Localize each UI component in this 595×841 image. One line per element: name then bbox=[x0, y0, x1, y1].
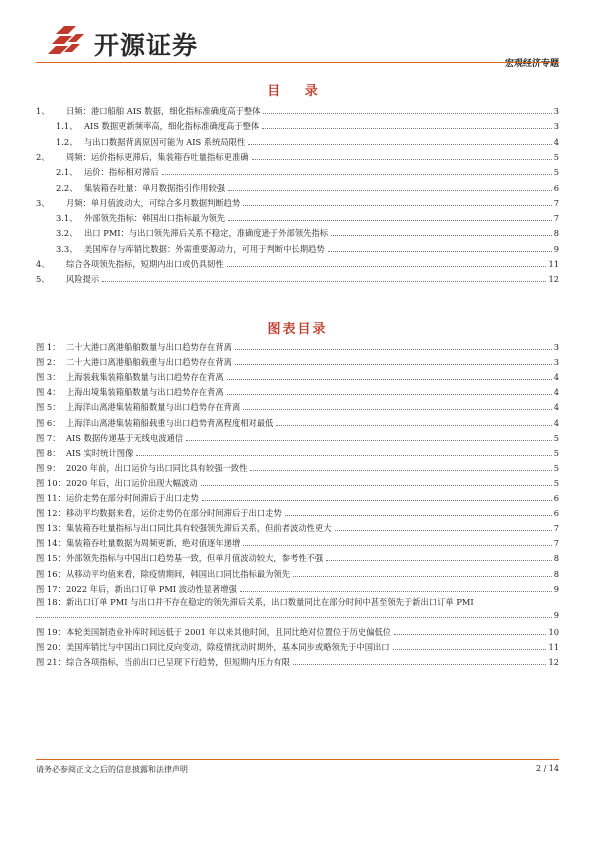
dot-leader bbox=[235, 349, 552, 350]
entry-number: 图 13： bbox=[36, 523, 66, 534]
toc-entry[interactable] bbox=[36, 257, 559, 270]
entry-number: 图 4： bbox=[36, 387, 61, 398]
entry-number: 2、 bbox=[36, 151, 50, 162]
dot-leader bbox=[250, 470, 551, 471]
entry-number: 图 3： bbox=[36, 372, 61, 383]
figure-entry[interactable] bbox=[36, 446, 559, 459]
figure-entry[interactable] bbox=[36, 461, 559, 474]
entry-number: 图 18： bbox=[36, 596, 66, 607]
entry-page: 3 bbox=[553, 357, 559, 368]
figure-entry[interactable] bbox=[36, 582, 559, 595]
entry-title: 集装箱吞吐量数据为周频更新，绝对值逐年递增 bbox=[66, 538, 241, 549]
entry-title: 本轮美国制造业补库时间远低于 2001 年以来其他时间，且同比绝对位置位于历史偏低位 bbox=[66, 626, 392, 637]
dot-leader bbox=[293, 664, 546, 665]
dot-leader bbox=[252, 159, 552, 160]
entry-page: 7 bbox=[553, 523, 559, 534]
figures-title: 图表目录 bbox=[267, 322, 328, 337]
entry-title: 上海洋山离港集装箱船载重与出口趋势背离程度相对最低 bbox=[66, 417, 274, 428]
entry-title: 日频：港口船舶 AIS 数据，细化指标准确度高于整体 bbox=[66, 106, 261, 116]
entry-title: 二十大港口离港船舶数量与出口趋势存在背离 bbox=[66, 342, 232, 352]
dot-leader bbox=[240, 591, 552, 592]
dot-leader bbox=[102, 281, 546, 282]
entry-number: 图 20： bbox=[36, 641, 66, 652]
entry-number: 1.2、 bbox=[56, 136, 78, 147]
dot-leader bbox=[263, 113, 551, 114]
entry-page: 7 bbox=[553, 213, 559, 224]
entry-number: 图 11： bbox=[36, 493, 66, 503]
dot-leader bbox=[335, 530, 552, 531]
figure-entry[interactable] bbox=[36, 506, 559, 519]
brand-name: 开源证券 bbox=[94, 31, 199, 60]
dot-leader bbox=[262, 128, 551, 129]
toc-entry[interactable] bbox=[36, 165, 559, 178]
figure-entry[interactable] bbox=[36, 340, 559, 353]
entry-number: 图 17： bbox=[36, 583, 66, 594]
kaiyuan-logo-icon bbox=[46, 22, 90, 60]
entry-page: 8 bbox=[553, 568, 559, 579]
toc-title: 目 录 bbox=[267, 84, 328, 99]
dot-leader bbox=[201, 485, 552, 486]
entry-title: 新出口订单 PMI 与出口并不存在稳定的领先滞后关系，出口数量同比在部分时间中甚至领先于新出口订单 PMI bbox=[66, 596, 474, 607]
figure-entry[interactable] bbox=[36, 385, 559, 398]
entry-number: 1、 bbox=[36, 106, 50, 116]
dot-leader bbox=[202, 500, 552, 501]
entry-title: 美国库存与库销比数据：外需重要源动力，可用于判断中长期趋势 bbox=[84, 243, 325, 254]
entry-number: 3、 bbox=[36, 197, 50, 208]
footer-divider bbox=[36, 759, 559, 760]
entry-title: 运价走势在部分时间滞后于出口走势 bbox=[66, 493, 199, 503]
entry-page: 9 bbox=[553, 583, 559, 594]
entry-title: 二十大港口离港船舶载重与出口趋势存在背离 bbox=[66, 357, 232, 368]
dot-leader bbox=[331, 235, 552, 236]
entry-number: 图 8： bbox=[36, 447, 61, 458]
entry-title: 综合各项领先指标，短期内出口或仍具韧性 bbox=[66, 259, 224, 269]
entry-page: 4 bbox=[553, 417, 559, 428]
dot-leader bbox=[36, 610, 552, 618]
entry-title: AIS 实时统计图像 bbox=[66, 447, 134, 458]
entry-number: 图 2： bbox=[36, 357, 61, 368]
entry-title: 与出口数据背离原因可能为 AIS 系统局限性 bbox=[84, 136, 246, 147]
dot-leader bbox=[326, 560, 552, 561]
entry-number: 1.1、 bbox=[56, 121, 78, 132]
figure-entry[interactable] bbox=[36, 416, 559, 429]
entry-number: 4、 bbox=[36, 259, 50, 269]
entry-page: 6 bbox=[553, 182, 559, 193]
dot-leader bbox=[162, 174, 552, 175]
entry-number: 3.3、 bbox=[56, 243, 78, 254]
toc-entry[interactable] bbox=[36, 226, 559, 239]
entry-page: 4 bbox=[553, 387, 559, 398]
dot-leader bbox=[227, 379, 552, 380]
figure-entry[interactable] bbox=[36, 355, 559, 368]
entry-number: 图 6： bbox=[36, 417, 61, 428]
entry-number: 图 21： bbox=[36, 656, 66, 667]
entry-number: 图 19： bbox=[36, 626, 66, 637]
dot-leader bbox=[186, 440, 552, 441]
figure-entry[interactable] bbox=[36, 597, 559, 621]
entry-page: 11 bbox=[548, 641, 559, 652]
entry-title: 月频：单月值波动大，可综合多月数据判断趋势 bbox=[66, 197, 241, 208]
entry-page: 6 bbox=[553, 493, 559, 503]
entry-number: 图 5： bbox=[36, 402, 61, 413]
page-header bbox=[36, 14, 559, 69]
entry-title: 出口 PMI：与出口领先滞后关系不稳定，准确度逊于外部领先指标 bbox=[84, 228, 329, 239]
entry-page: 3 bbox=[553, 121, 559, 132]
entry-number: 图 12： bbox=[36, 508, 66, 519]
entry-page: 4 bbox=[553, 372, 559, 383]
toc-entry[interactable] bbox=[36, 242, 559, 255]
entry-number: 图 9： bbox=[36, 462, 61, 473]
header-divider bbox=[36, 62, 559, 63]
entry-number: 图 10： bbox=[36, 477, 66, 488]
entry-number: 5、 bbox=[36, 274, 50, 285]
entry-page: 7 bbox=[553, 197, 559, 208]
dot-leader bbox=[328, 251, 552, 252]
entry-title: 移动平均数据来看，运价走势仍在部分时间滞后于出口走势 bbox=[66, 508, 282, 519]
entry-number: 2.2、 bbox=[56, 182, 78, 193]
dot-leader bbox=[285, 515, 552, 516]
figure-entry[interactable] bbox=[36, 476, 559, 489]
entry-page: 7 bbox=[553, 538, 559, 549]
entry-page: 8 bbox=[553, 553, 559, 564]
figure-entry[interactable] bbox=[36, 370, 559, 383]
entry-page: 10 bbox=[548, 626, 559, 637]
toc-entry[interactable] bbox=[36, 272, 559, 285]
entry-title: 外部领先指标：韩国出口指标最为领先 bbox=[84, 213, 226, 224]
toc-entry[interactable] bbox=[36, 196, 559, 209]
entry-title: 2020 年后，出口运价出现大幅波动 bbox=[66, 477, 198, 488]
entry-title: 运价：指标相对滞后 bbox=[84, 167, 159, 178]
entry-title: 外部领先指标与中国出口趋势基一致，但单月值波动较大，参考性不强 bbox=[66, 553, 324, 564]
toc-entry[interactable] bbox=[36, 211, 559, 224]
entry-title: 2022 年后，新出口订单 PMI 波动性显著增强 bbox=[66, 583, 237, 594]
dot-leader bbox=[243, 205, 551, 206]
figure-entry[interactable] bbox=[36, 640, 559, 653]
entry-title: 上海出境集装箱船数量与出口趋势存在背离 bbox=[66, 387, 224, 398]
entry-number: 图 14： bbox=[36, 538, 66, 549]
entry-page: 11 bbox=[548, 259, 559, 269]
dot-leader bbox=[235, 364, 552, 365]
figure-entry[interactable] bbox=[36, 491, 559, 504]
entry-title: 上海洋山离港集装箱船数量与出口趋势存在背离 bbox=[66, 402, 241, 413]
page-number: 2 / 14 bbox=[535, 764, 559, 773]
entry-page: 3 bbox=[553, 342, 559, 352]
entry-title: 美国库销比与中国出口同比反向变动，除疫情扰动时期外，基本同步或略领先于中国出口 bbox=[66, 641, 390, 652]
dot-leader bbox=[136, 455, 551, 456]
entry-title: 上海装载集装箱船数量与出口趋势存在背离 bbox=[66, 372, 224, 383]
entry-number: 2.1、 bbox=[56, 167, 78, 178]
entry-title: 风险提示 bbox=[66, 274, 100, 285]
entry-number: 图 1： bbox=[36, 342, 61, 352]
figure-entry[interactable] bbox=[36, 625, 559, 638]
entry-page: 5 bbox=[553, 447, 559, 458]
dot-leader bbox=[243, 545, 551, 546]
dot-leader bbox=[228, 190, 552, 191]
figure-entry[interactable] bbox=[36, 400, 559, 413]
entry-title: AIS 数据更新频率高，细化指标准确度高于整体 bbox=[84, 121, 260, 132]
toc-entry[interactable] bbox=[36, 104, 559, 117]
entry-page: 6 bbox=[553, 508, 559, 519]
figure-entry[interactable] bbox=[36, 431, 559, 444]
entry-title: 2020 年前，出口运价与出口同比具有较强一致性 bbox=[66, 462, 248, 473]
dot-leader bbox=[227, 266, 547, 267]
toc-entry[interactable] bbox=[36, 135, 559, 148]
figure-entry[interactable] bbox=[36, 521, 559, 534]
entry-page: 5 bbox=[553, 432, 559, 443]
entry-number: 3.2、 bbox=[56, 228, 78, 239]
entry-page: 12 bbox=[548, 656, 559, 667]
entry-number: 图 16： bbox=[36, 568, 66, 579]
dot-leader bbox=[228, 220, 552, 221]
dot-leader bbox=[227, 394, 552, 395]
dot-leader bbox=[243, 409, 551, 410]
entry-title: 周频：运价指标更滞后，集装箱吞吐量指标更准确 bbox=[66, 151, 249, 162]
figure-entry[interactable] bbox=[36, 567, 559, 580]
entry-title: 集装箱吞吐量指标与出口同比具有较强领先滞后关系，但前者波动性更大 bbox=[66, 523, 332, 534]
entry-page: 5 bbox=[553, 462, 559, 473]
entry-title: 综合各项指标，当前出口已呈现下行趋势，但短期内压力有限 bbox=[66, 656, 291, 667]
entry-page: 5 bbox=[553, 167, 559, 178]
dot-leader bbox=[393, 649, 547, 650]
entry-page: 5 bbox=[553, 151, 559, 162]
entry-title: 从移动平均值来看，除疫情期间，韩国出口同比指标最为领先 bbox=[66, 568, 291, 579]
entry-page: 9 bbox=[553, 243, 559, 254]
dot-leader bbox=[276, 425, 551, 426]
entry-page: 5 bbox=[553, 477, 559, 488]
entry-page: 12 bbox=[548, 274, 559, 285]
report-type: 宏观经济专题 bbox=[504, 59, 559, 69]
entry-number: 图 15： bbox=[36, 553, 66, 564]
toc-entry[interactable] bbox=[36, 150, 559, 163]
entry-page: 3 bbox=[553, 106, 559, 116]
figure-entry[interactable] bbox=[36, 536, 559, 549]
figure-entry[interactable] bbox=[36, 655, 559, 668]
figure-entry[interactable] bbox=[36, 551, 559, 564]
dot-leader bbox=[293, 576, 552, 577]
entry-page: 9 bbox=[553, 609, 559, 620]
entry-page: 4 bbox=[553, 402, 559, 413]
entry-page: 8 bbox=[553, 228, 559, 239]
entry-page: 4 bbox=[553, 136, 559, 147]
entry-title: AIS 数据传递基于无线电波通信 bbox=[66, 432, 184, 443]
toc-entry[interactable] bbox=[36, 181, 559, 194]
dot-leader bbox=[394, 634, 546, 635]
entry-number: 3.1、 bbox=[56, 213, 78, 224]
footer-disclaimer: 请务必参阅正文之后的信息披露和法律声明 bbox=[36, 765, 188, 774]
dot-leader bbox=[248, 144, 551, 145]
entry-number: 图 7： bbox=[36, 432, 61, 443]
toc-entry[interactable] bbox=[36, 119, 559, 132]
entry-title: 集装箱吞吐量：单月数据指引作用较强 bbox=[84, 182, 226, 193]
